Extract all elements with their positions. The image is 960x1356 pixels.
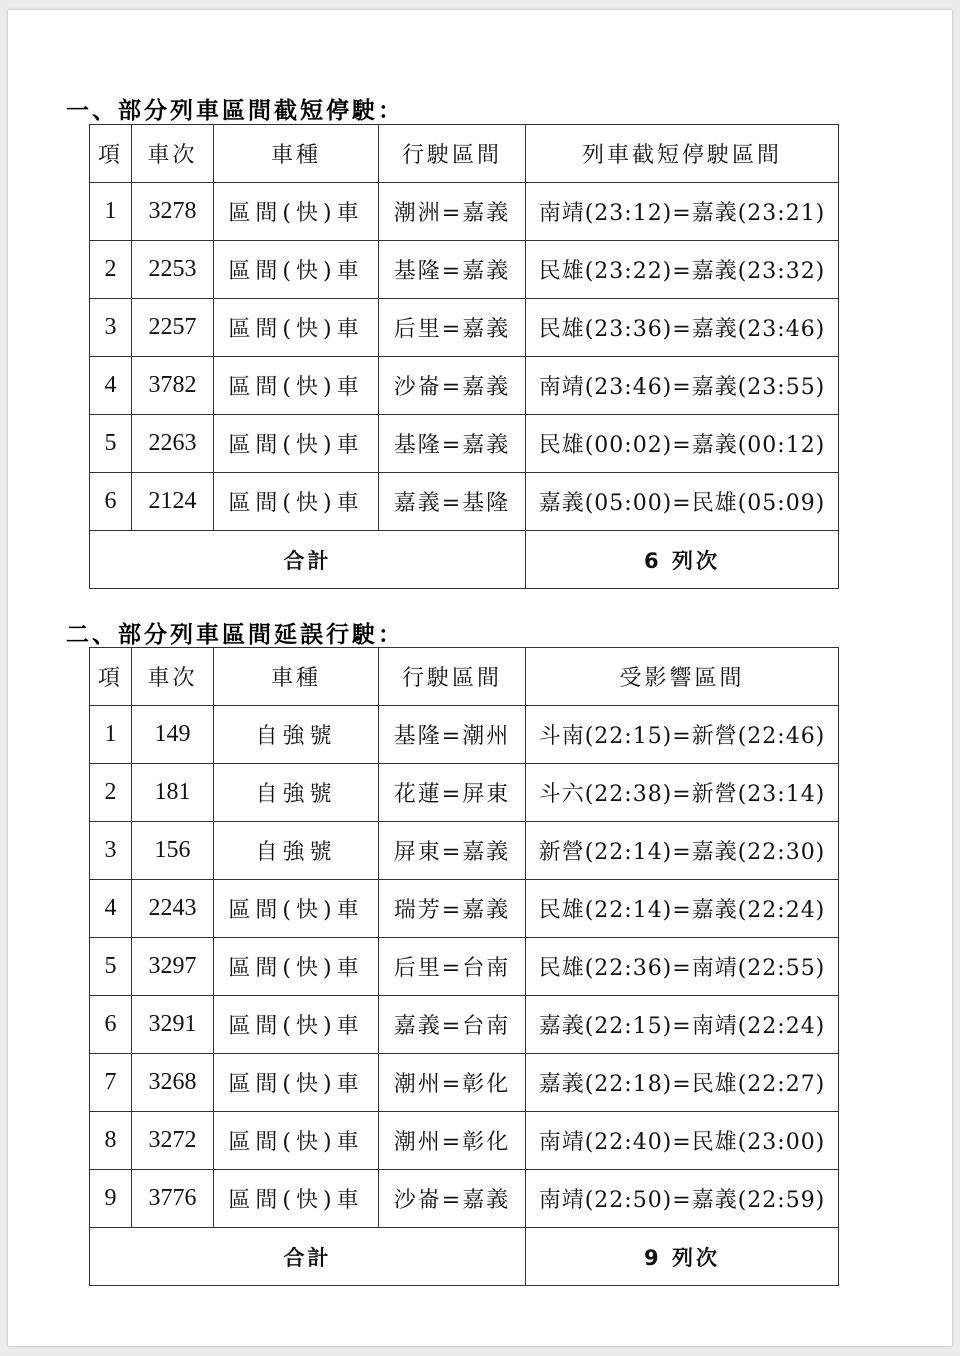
table-row (90, 357, 839, 415)
affected-section-cell: 民雄(22:36)=南靖(22:55) (526, 938, 839, 996)
train-number-cell: 2253 (132, 241, 214, 299)
train-number-cell: 2257 (132, 299, 214, 357)
route-cell: 嘉義=基隆 (379, 473, 526, 531)
item-number-cell: 2 (90, 241, 132, 299)
affected-section-cell: 嘉義(22:15)=南靖(22:24) (526, 996, 839, 1054)
total-value: 6 列次 (526, 531, 839, 589)
train-number-cell: 149 (132, 706, 214, 764)
table-header-row (90, 648, 839, 706)
route-cell: 屏東=嘉義 (379, 822, 526, 880)
table-row (90, 706, 839, 764)
section1-title: 一、部分列車區間截短停駛： (66, 98, 404, 124)
item-number-cell: 5 (90, 938, 132, 996)
table-row (90, 415, 839, 473)
train-number-cell: 3776 (132, 1170, 214, 1228)
train-number-cell: 3268 (132, 1054, 214, 1112)
item-number-cell: 5 (90, 415, 132, 473)
train-type-cell: 區間(快)車 (214, 880, 379, 938)
table-row (90, 1112, 839, 1170)
route-cell: 后里=嘉義 (379, 299, 526, 357)
column-header: 受影響區間 (526, 648, 839, 706)
table-row (90, 1054, 839, 1112)
total-row (90, 1228, 839, 1286)
affected-section-cell: 嘉義(05:00)=民雄(05:09) (526, 473, 839, 531)
train-type-cell: 區間(快)車 (214, 241, 379, 299)
affected-section-cell: 南靖(22:40)=民雄(23:00) (526, 1112, 839, 1170)
column-header: 車次 (132, 125, 214, 183)
column-header: 列車截短停駛區間 (526, 125, 839, 183)
column-header: 車種 (214, 125, 379, 183)
column-header: 行駛區間 (379, 125, 526, 183)
affected-section-cell: 新營(22:14)=嘉義(22:30) (526, 822, 839, 880)
total-value: 9 列次 (526, 1228, 839, 1286)
table-row (90, 241, 839, 299)
item-number-cell: 1 (90, 183, 132, 241)
item-number-cell: 9 (90, 1170, 132, 1228)
table-row (90, 938, 839, 996)
table-row (90, 822, 839, 880)
train-type-cell: 區間(快)車 (214, 357, 379, 415)
affected-section-cell: 南靖(23:12)=嘉義(23:21) (526, 183, 839, 241)
table-row (90, 299, 839, 357)
section2-title: 二、部分列車區間延誤行駛： (66, 622, 404, 648)
total-row (90, 531, 839, 589)
total-label: 合計 (90, 1228, 526, 1286)
affected-section-cell: 民雄(00:02)=嘉義(00:12) (526, 415, 839, 473)
table-row (90, 880, 839, 938)
column-header: 車次 (132, 648, 214, 706)
train-type-cell: 區間(快)車 (214, 1170, 379, 1228)
table-row (90, 996, 839, 1054)
column-header: 項 (90, 648, 132, 706)
affected-section-cell: 民雄(22:14)=嘉義(22:24) (526, 880, 839, 938)
item-number-cell: 1 (90, 706, 132, 764)
affected-section-cell: 嘉義(22:18)=民雄(22:27) (526, 1054, 839, 1112)
route-cell: 潮洲=嘉義 (379, 183, 526, 241)
table-header-row (90, 125, 839, 183)
route-cell: 基隆=潮州 (379, 706, 526, 764)
item-number-cell: 2 (90, 764, 132, 822)
train-number-cell: 2263 (132, 415, 214, 473)
affected-section-cell: 南靖(23:46)=嘉義(23:55) (526, 357, 839, 415)
document-page (8, 10, 952, 1346)
item-number-cell: 4 (90, 880, 132, 938)
train-number-cell: 3782 (132, 357, 214, 415)
route-cell: 沙崙=嘉義 (379, 1170, 526, 1228)
train-type-cell: 區間(快)車 (214, 1054, 379, 1112)
column-header: 車種 (214, 648, 379, 706)
column-header: 項 (90, 125, 132, 183)
route-cell: 嘉義=台南 (379, 996, 526, 1054)
item-number-cell: 4 (90, 357, 132, 415)
truncated-trains-table (89, 124, 839, 589)
affected-section-cell: 南靖(22:50)=嘉義(22:59) (526, 1170, 839, 1228)
train-type-cell: 自強號 (214, 764, 379, 822)
item-number-cell: 3 (90, 822, 132, 880)
train-number-cell: 2124 (132, 473, 214, 531)
table-row (90, 1170, 839, 1228)
route-cell: 基隆=嘉義 (379, 241, 526, 299)
train-number-cell: 2243 (132, 880, 214, 938)
train-type-cell: 自強號 (214, 822, 379, 880)
train-type-cell: 區間(快)車 (214, 996, 379, 1054)
train-type-cell: 區間(快)車 (214, 299, 379, 357)
table-row (90, 183, 839, 241)
total-label: 合計 (90, 531, 526, 589)
train-number-cell: 3272 (132, 1112, 214, 1170)
route-cell: 瑞芳=嘉義 (379, 880, 526, 938)
train-type-cell: 區間(快)車 (214, 183, 379, 241)
item-number-cell: 6 (90, 473, 132, 531)
train-number-cell: 3278 (132, 183, 214, 241)
table-row (90, 764, 839, 822)
train-type-cell: 區間(快)車 (214, 415, 379, 473)
train-type-cell: 區間(快)車 (214, 938, 379, 996)
item-number-cell: 7 (90, 1054, 132, 1112)
route-cell: 后里=台南 (379, 938, 526, 996)
train-type-cell: 區間(快)車 (214, 1112, 379, 1170)
train-number-cell: 181 (132, 764, 214, 822)
train-type-cell: 區間(快)車 (214, 473, 379, 531)
train-number-cell: 156 (132, 822, 214, 880)
item-number-cell: 6 (90, 996, 132, 1054)
route-cell: 沙崙=嘉義 (379, 357, 526, 415)
affected-section-cell: 民雄(23:22)=嘉義(23:32) (526, 241, 839, 299)
train-type-cell: 自強號 (214, 706, 379, 764)
affected-section-cell: 斗南(22:15)=新營(22:46) (526, 706, 839, 764)
table-row (90, 473, 839, 531)
item-number-cell: 8 (90, 1112, 132, 1170)
train-number-cell: 3291 (132, 996, 214, 1054)
affected-section-cell: 民雄(23:36)=嘉義(23:46) (526, 299, 839, 357)
route-cell: 基隆=嘉義 (379, 415, 526, 473)
train-number-cell: 3297 (132, 938, 214, 996)
column-header: 行駛區間 (379, 648, 526, 706)
item-number-cell: 3 (90, 299, 132, 357)
route-cell: 潮州=彰化 (379, 1112, 526, 1170)
route-cell: 潮州=彰化 (379, 1054, 526, 1112)
affected-section-cell: 斗六(22:38)=新營(23:14) (526, 764, 839, 822)
delayed-trains-table (89, 647, 839, 1286)
route-cell: 花蓮=屏東 (379, 764, 526, 822)
